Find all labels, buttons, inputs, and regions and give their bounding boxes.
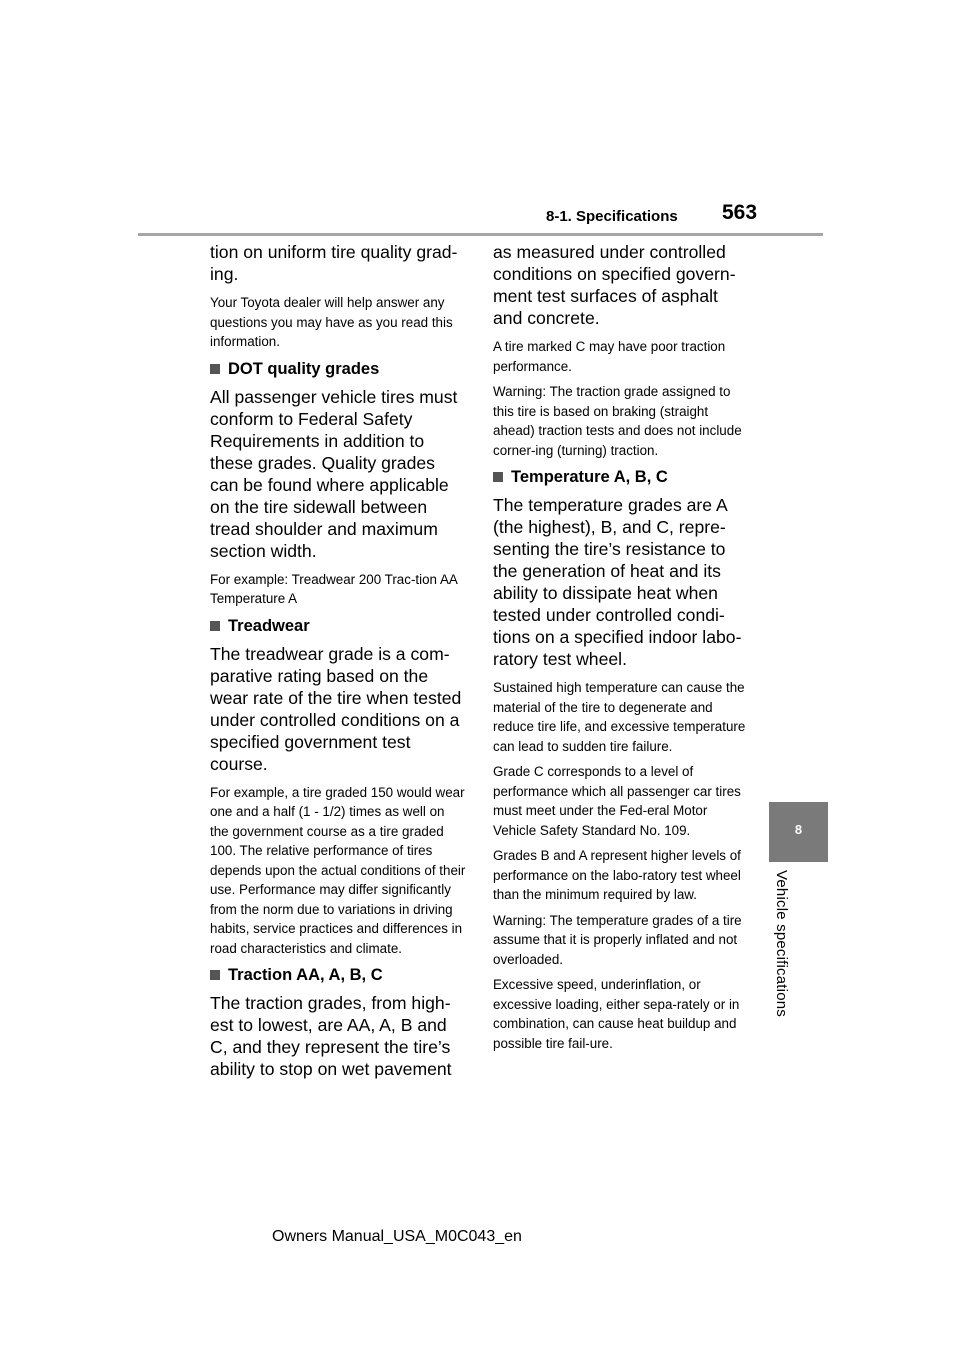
note-paragraph: Your Toyota dealer will help answer any questions you may have as you read this information.	[210, 295, 453, 349]
chapter-number: 8	[794, 822, 803, 837]
heading-text: Temperature A, B, C	[511, 468, 668, 486]
body-paragraph: The temperature grades are A (the highest), B, and C, repre-senting the tire’s resistance to the generation of heat and its ability to dissipate heat when tested under controlled condi-tions on a specified indoor labo-ratory test wheel.	[493, 495, 742, 669]
square-bullet-icon	[210, 621, 220, 631]
heading-text: DOT quality grades	[228, 359, 380, 378]
heading-text: Traction AA, A, B, C	[228, 966, 383, 984]
note-paragraph: For example: Treadwear 200 Trac-tion AA Temperature A	[210, 571, 458, 606]
note-paragraph: A tire marked C may have poor traction performance.	[493, 339, 726, 374]
page-number: 563	[722, 201, 758, 224]
body-paragraph: tion on uniform tire quality grad-ing.	[210, 242, 458, 284]
square-bullet-icon	[210, 970, 220, 980]
chapter-title: Vehicle specifications	[773, 870, 790, 1017]
note-paragraph: Warning: The temperature grades of a tire assume that it is properly inflated and not overloaded.	[493, 912, 742, 967]
square-bullet-icon	[210, 364, 220, 374]
left-column	[210, 241, 466, 1088]
note-paragraph: Grade C corresponds to a level of performance which all passenger car tires must meet under the Fed-eral Motor Vehicle Safety Standard No. 109.	[493, 764, 741, 838]
note-paragraph: For example, a tire graded 150 would wear one and a half (1 - 1/2) times as well on the government course as a tire graded 100. The relative performance of tires depends upon the actual conditions of their use. Performance may differ significantly from the norm due to variations in driving habits, service practices and differences in road characteristics and climate.	[210, 784, 466, 956]
chapter-tab	[769, 802, 828, 862]
right-column	[493, 241, 749, 1059]
heading-text: Treadwear	[228, 616, 310, 635]
section-title: 8-1. Specifications	[546, 208, 678, 225]
body-paragraph: The traction grades, from high-est to lowest, are AA, A, B and C, and they represent the tire’s ability to stop on wet pavement	[210, 993, 452, 1079]
section-heading	[493, 466, 749, 488]
note-paragraph: Warning: The traction grade assigned to this tire is based on braking (straight ahead) traction tests and does not include corner-ing (turning) traction.	[493, 384, 742, 458]
body-paragraph: All passenger vehicle tires must conform to Federal Safety Requirements in addition to these grades. Quality grades can be found where applicable on the tire sidewall between tread shoulder and maximum section width.	[210, 386, 458, 561]
section-heading	[210, 964, 466, 986]
note-paragraph: Excessive speed, underinflation, or excessive loading, either sepa-rately or in combination, can cause heat buildup and possible tire fail-ure.	[493, 977, 740, 1051]
body-paragraph: The treadwear grade is a com-parative rating based on the wear rate of the tire when tested under controlled conditions on a specified government test course.	[210, 643, 462, 774]
manual-id-footer: Owners Manual_USA_M0C043_en	[272, 1228, 522, 1245]
note-paragraph: Grades B and A represent higher levels of performance on the labo-ratory test wheel than the minimum required by law.	[493, 848, 741, 902]
section-heading	[210, 615, 466, 637]
note-paragraph: Sustained high temperature can cause the material of the tire to degenerate and reduce tire life, and excessive temperature can lead to sudden tire failure.	[493, 680, 746, 754]
body-paragraph: as measured under controlled conditions on specified govern-ment test surfaces of asphalt and concrete.	[493, 242, 736, 328]
header-divider	[138, 233, 823, 236]
section-heading	[210, 358, 466, 380]
square-bullet-icon	[493, 472, 503, 482]
